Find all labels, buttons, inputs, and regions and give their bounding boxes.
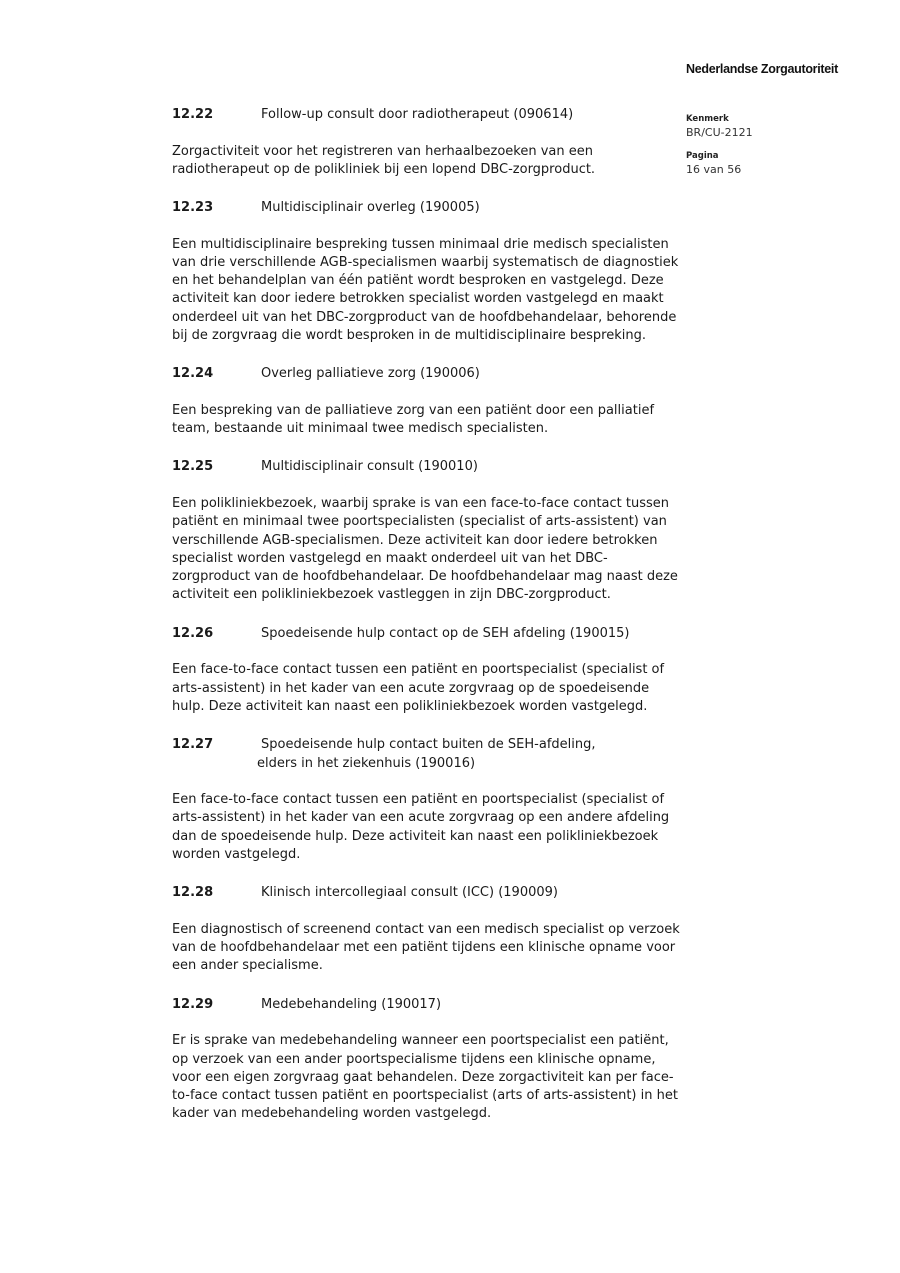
section-number: 12.25 bbox=[172, 459, 214, 475]
organization-name: Nederlandse Zorgautoriteit bbox=[686, 62, 838, 76]
section-number: 12.29 bbox=[172, 996, 214, 1012]
section-body: Er is sprake van medebehandeling wanneer een poortspecialist een patiënt, op verzoek van een ander poortspecialisme tijdens een klinische opname, voor een eigen zorgvraag gaat behandelen. Deze zorgactiviteit kan per face-to-face contact tussen patiënt en poortspecialist (arts of arts-assistent) in het kader van medebehandeling worden vastgelegd. bbox=[172, 1033, 678, 1122]
section-number: 12.26 bbox=[172, 625, 214, 641]
section-title: Overleg palliatieve zorg (190006) bbox=[261, 366, 480, 382]
section-number: 12.28 bbox=[172, 885, 214, 901]
section-body: Een diagnostisch of screenend contact van een medisch specialist op verzoek van de hoofdbehandelaar met een patiënt tijdens een klinische opname voor een ander specialisme. bbox=[172, 921, 680, 974]
section-12-27 bbox=[172, 736, 680, 864]
section-number: 12.24 bbox=[172, 366, 214, 382]
section-body: Een multidisciplinaire bespreking tussen minimaal drie medisch specialisten van drie verschillende AGB-specialismen waarbij systematisch de diagnostiek en het behandelplan van één patiënt wordt besproken en vastgelegd. Deze activiteit kan door iedere betrokken specialist worden vastgelegd en maakt onderdeel uit van het DBC-zorgproduct van de hoofdbehandelaar, behorende bij de zorgvraag die wordt besproken in de multidisciplinaire bespreking. bbox=[172, 236, 679, 344]
section-heading bbox=[172, 736, 680, 773]
section-title: Multidisciplinair consult (190010) bbox=[261, 459, 478, 475]
section-body: Een bespreking van de palliatieve zorg van een patiënt door een palliatief team, bestaande uit minimaal twee medisch specialisten. bbox=[172, 402, 655, 437]
section-title-wrap bbox=[257, 736, 680, 773]
section-12-26 bbox=[172, 625, 680, 716]
section-12-24 bbox=[172, 365, 680, 438]
section-heading bbox=[172, 365, 680, 384]
section-body: Een polikliniekbezoek, waarbij sprake is van een face-to-face contact tussen patiënt en minimaal twee poortspecialisten (specialist of arts-assistent) van verschillende AGB-specialismen. Deze activiteit kan door iedere betrokken specialist worden vastgelegd en maakt onderdeel uit van het DBC-zorgproduct van de hoofdbehandelaar. De hoofdbehandelaar mag naast deze activiteit een polikliniekbezoek vastleggen in zijn DBC-zorgproduct. bbox=[172, 495, 678, 603]
section-number: 12.23 bbox=[172, 200, 214, 216]
section-12-28 bbox=[172, 884, 680, 975]
section-body: Een face-to-face contact tussen een patiënt en poortspecialist (specialist of arts-assistent) in het kader van een acute zorgvraag op de spoedeisende hulp. Deze activiteit kan naast een polikliniekbezoek worden vastgelegd. bbox=[172, 662, 665, 714]
section-body: Een face-to-face contact tussen een patiënt en poortspecialist (specialist of arts-assistent) in het kader van een acute zorgvraag op een andere afdeling dan de spoedeisende hulp. Deze activiteit kan naast een polikliniekbezoek worden vastgelegd. bbox=[172, 792, 670, 863]
section-title: Medebehandeling (190017) bbox=[261, 996, 442, 1012]
section-title: Spoedeisende hulp contact op de SEH afdeling (190015) bbox=[261, 625, 630, 641]
section-title: Spoedeisende hulp contact buiten de SEH-afdeling, bbox=[261, 737, 596, 753]
section-heading bbox=[172, 458, 680, 477]
section-12-22 bbox=[172, 106, 680, 179]
section-number: 12.27 bbox=[172, 737, 214, 753]
section-heading bbox=[172, 625, 680, 644]
pagina-label: Pagina bbox=[686, 151, 719, 161]
section-heading bbox=[172, 106, 680, 125]
section-heading bbox=[172, 199, 680, 218]
section-12-29 bbox=[172, 996, 680, 1124]
section-title: Multidisciplinair overleg (190005) bbox=[261, 200, 480, 216]
pagina-value: 16 van 56 bbox=[686, 163, 742, 176]
section-title-continued: elders in het ziekenhuis (190016) bbox=[257, 755, 476, 771]
section-title: Follow-up consult door radiotherapeut (090614) bbox=[261, 107, 574, 122]
page-number-block bbox=[686, 151, 741, 177]
section-body: Zorgactiviteit voor het registreren van herhaalbezoeken van een radiotherapeut op de polikliniek bij een lopend DBC-zorgproduct. bbox=[172, 143, 596, 177]
section-12-25 bbox=[172, 458, 680, 604]
section-heading bbox=[172, 884, 680, 903]
kenmerk-value: BR/CU-2121 bbox=[686, 126, 753, 139]
document-body bbox=[172, 106, 680, 1144]
section-12-23 bbox=[172, 199, 680, 345]
section-heading bbox=[172, 996, 680, 1015]
section-number: 12.22 bbox=[172, 107, 214, 122]
kenmerk-label: Kenmerk bbox=[686, 114, 729, 124]
reference-block bbox=[686, 114, 753, 140]
section-title: Klinisch intercollegiaal consult (ICC) (190009) bbox=[261, 885, 558, 901]
